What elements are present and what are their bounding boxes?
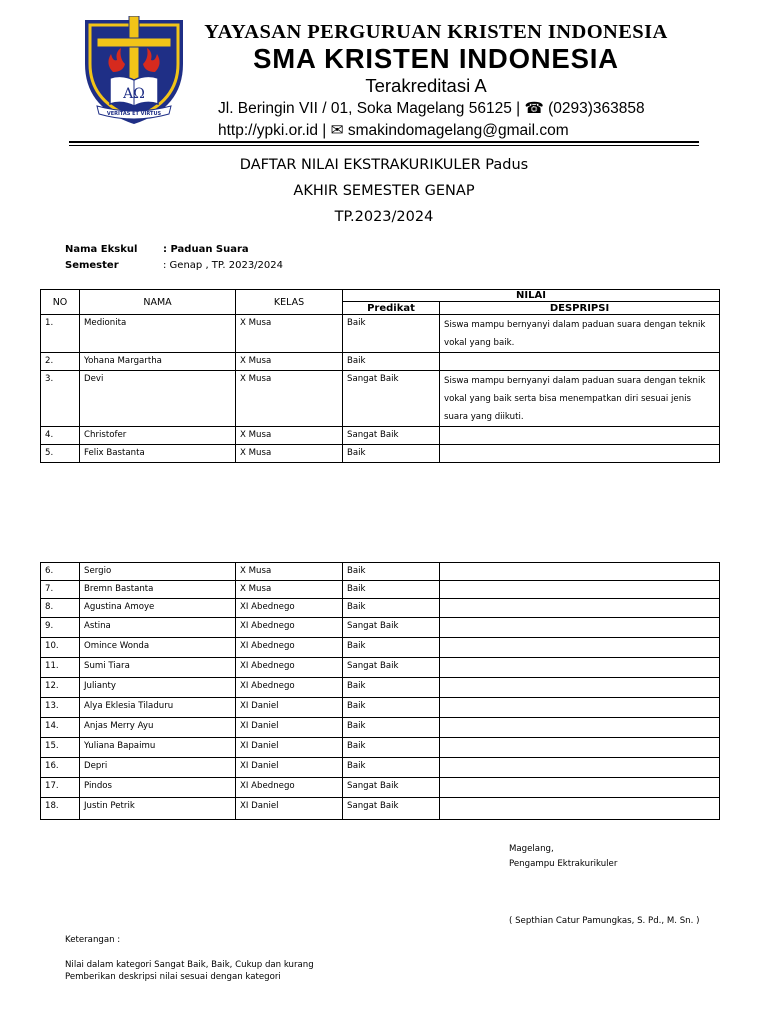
row-no: 12. [41,678,80,698]
row-deskripsi [440,445,720,463]
semester-value: : Genap , TP. 2023/2024 [163,260,284,271]
row-no: 3. [41,371,80,427]
row-no: 8. [41,599,80,618]
row-kelas: XI Abednego [236,778,343,798]
semester-label: Semester [65,260,119,271]
row-nama: Yuliana Bapaimu [80,738,236,758]
table-row [41,581,720,599]
header-nilai: NILAI [343,290,720,302]
row-no: 2. [41,353,80,371]
row-kelas: XI Daniel [236,738,343,758]
table-row [41,758,720,778]
foundation-name: YAYASAN PERGURUAN KRISTEN INDONESIA [204,21,668,43]
notes-heading: Keterangan : [65,935,121,945]
school-web: http://ypki.or.id | ✉ smakindomagelang@gmail.com [218,122,569,139]
row-predikat: Baik [343,353,440,371]
row-predikat: Sangat Baik [343,658,440,678]
row-kelas: X Musa [236,315,343,353]
row-nama: Julianty [80,678,236,698]
row-deskripsi [440,678,720,698]
row-kelas: XI Daniel [236,698,343,718]
notes-line-1: Nilai dalam kategori Sangat Baik, Baik, Cukup dan kurang [65,959,314,970]
row-no: 11. [41,658,80,678]
row-kelas: XI Daniel [236,798,343,820]
ekskul-value: : Paduan Suara [163,244,249,255]
row-predikat: Baik [343,315,440,353]
row-predikat: Baik [343,638,440,658]
row-deskripsi [440,427,720,445]
row-no: 9. [41,618,80,638]
row-predikat: Baik [343,738,440,758]
row-kelas: X Musa [236,581,343,599]
ekskul-label: Nama Ekskul [65,244,138,255]
table-row [41,798,720,820]
row-nama: Anjas Merry Ayu [80,718,236,738]
row-nama: Justin Petrik [80,798,236,820]
signer-name: ( Septhian Catur Pamungkas, S. Pd., M. Sn. ) [509,916,700,926]
row-nama: Devi [80,371,236,427]
table-row [41,698,720,718]
row-deskripsi [440,353,720,371]
row-predikat: Baik [343,445,440,463]
row-predikat: Sangat Baik [343,618,440,638]
row-no: 4. [41,427,80,445]
row-kelas: XI Daniel [236,718,343,738]
title-line-3: TP.2023/2024 [334,209,434,225]
row-deskripsi: Siswa mampu bernyanyi dalam paduan suara dengan teknik vokal yang baik. [440,315,720,353]
row-deskripsi [440,618,720,638]
row-nama: Alya Eklesia Tiladuru [80,698,236,718]
row-deskripsi [440,658,720,678]
row-nama: Medionita [80,315,236,353]
row-no: 6. [41,563,80,581]
row-deskripsi [440,718,720,738]
row-predikat: Sangat Baik [343,798,440,820]
table-row [41,427,720,445]
row-kelas: X Musa [236,427,343,445]
notes-line-2: Pemberikan deskripsi nilai sesuai dengan kategori [65,972,281,982]
table-row [41,599,720,618]
row-no: 10. [41,638,80,658]
row-nama: Pindos [80,778,236,798]
row-nama: Sumi Tiara [80,658,236,678]
table-row [41,315,720,353]
signature-role: Pengampu Ektrakurikuler [509,859,618,869]
logo-motto: VERITAS ET VIRTUS [106,111,162,117]
row-nama: Bremn Bastanta [80,581,236,599]
row-no: 18. [41,798,80,820]
table-row [41,658,720,678]
row-deskripsi [440,698,720,718]
cross-horizontal [97,38,171,47]
header-nama: NAMA [80,290,236,315]
row-nama: Depri [80,758,236,778]
header-kelas: KELAS [236,290,343,315]
row-kelas: XI Abednego [236,618,343,638]
row-kelas: XI Abednego [236,678,343,698]
row-no: 16. [41,758,80,778]
accreditation: Terakreditasi A [365,75,487,96]
row-predikat: Baik [343,758,440,778]
row-deskripsi [440,599,720,618]
row-kelas: XI Abednego [236,599,343,618]
row-kelas: X Musa [236,353,343,371]
row-nama: Yohana Margartha [80,353,236,371]
row-predikat: Baik [343,599,440,618]
row-deskripsi [440,563,720,581]
table-row [41,678,720,698]
title-line-1: DAFTAR NILAI EKSTRAKURIKULER Padus [239,157,529,173]
table-row [41,618,720,638]
grades-table [40,289,720,463]
row-nama: Omince Wonda [80,638,236,658]
signature-block [509,842,617,872]
row-predikat: Baik [343,678,440,698]
row-nama: Sergio [80,563,236,581]
row-predikat: Baik [343,698,440,718]
row-predikat: Sangat Baik [343,427,440,445]
row-nama: Felix Bastanta [80,445,236,463]
row-deskripsi: Siswa mampu bernyanyi dalam paduan suara dengan teknik vokal yang baik serta bisa menempatkan diri sesuai jenis suara yang diikuti. [440,371,720,427]
row-deskripsi [440,758,720,778]
header-divider [69,141,699,143]
table-row [41,353,720,371]
table-row [41,778,720,798]
row-kelas: X Musa [236,371,343,427]
school-logo [83,16,185,126]
row-predikat: Baik [343,581,440,599]
row-deskripsi [440,778,720,798]
info-block [65,242,283,274]
row-predikat: Sangat Baik [343,371,440,427]
table-row [41,445,720,463]
row-kelas: XI Daniel [236,758,343,778]
row-predikat: Baik [343,563,440,581]
row-no: 14. [41,718,80,738]
signature-place: Magelang, [509,844,554,854]
header-divider-thin [69,145,699,146]
table-row [41,638,720,658]
row-no: 1. [41,315,80,353]
notes-block [65,934,314,984]
row-nama: Christofer [80,427,236,445]
document-title [0,152,768,230]
row-no: 5. [41,445,80,463]
row-no: 7. [41,581,80,599]
header-predikat: Predikat [343,302,440,315]
row-predikat: Baik [343,718,440,738]
grades-table-continued [40,562,720,820]
row-no: 17. [41,778,80,798]
row-no: 15. [41,738,80,758]
table-row [41,718,720,738]
row-kelas: X Musa [236,563,343,581]
letterhead [196,20,676,142]
row-kelas: XI Abednego [236,638,343,658]
row-nama: Agustina Amoye [80,599,236,618]
header-no: NO [41,290,80,315]
title-line-2: AKHIR SEMESTER GENAP [293,183,475,199]
row-kelas: X Musa [236,445,343,463]
header-deskripsi: DESPRIPSI [440,302,720,315]
table-row [41,371,720,427]
row-nama: Astina [80,618,236,638]
table-row [41,563,720,581]
logo-letters: AΩ [123,86,145,102]
school-address: Jl. Beringin VII / 01, Soka Magelang 56125 | ☎ (0293)363858 [218,100,645,117]
row-kelas: XI Abednego [236,658,343,678]
row-deskripsi [440,581,720,599]
row-deskripsi [440,798,720,820]
table-row [41,738,720,758]
row-no: 13. [41,698,80,718]
row-deskripsi [440,738,720,758]
row-deskripsi [440,638,720,658]
row-predikat: Sangat Baik [343,778,440,798]
school-name: SMA KRISTEN INDONESIA [253,43,619,74]
